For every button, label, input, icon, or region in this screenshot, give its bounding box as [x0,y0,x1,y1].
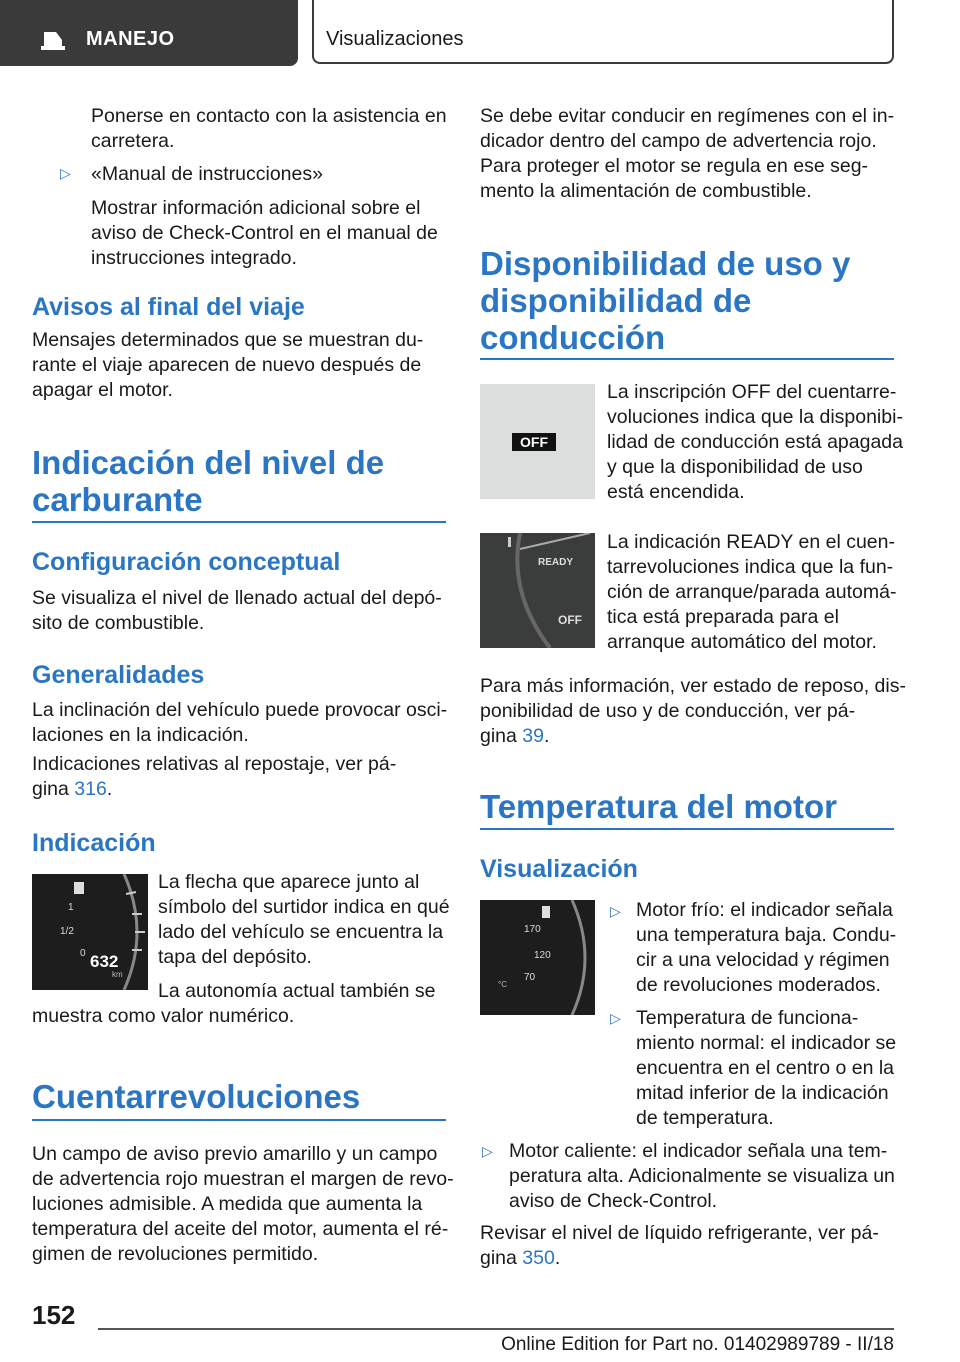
paragraph: gina 316. [32,778,113,800]
heading-generalidades: Generalidades [32,661,205,689]
temp-tick-label: 170 [524,924,541,935]
fuel-gauge-drawing [32,874,148,990]
paragraph: miento normal: el indicador se [636,1032,897,1054]
footer-edition: Online Edition for Part no. 01402989789 - II/18 [501,1334,894,1355]
paragraph: instrucciones integrado. [91,247,297,269]
paragraph: tapa del depósito. [158,946,312,968]
temp-tick-label: 70 [524,972,536,983]
off-indicator-image [480,384,595,499]
ready-gauge-drawing [480,533,595,648]
paragraph: carretera. [91,130,175,152]
page-link-350[interactable]: 350 [522,1247,555,1269]
paragraph: Para proteger el motor se regula en ese seg- [480,155,869,177]
fuel-tick-label: 1/2 [60,926,74,937]
header-chapter-label: Visualizaciones [326,28,464,50]
paragraph: mento la alimentación de combustible. [480,180,812,202]
header-section-label: MANEJO [86,28,175,50]
list-item: Motor frío: el indicador señala [636,899,893,921]
paragraph: gina 39. [480,725,550,747]
heading-nivel-carburante-2: carburante [32,481,203,518]
paragraph: lidad de conducción está apagada [607,431,903,453]
paragraph: de advertencia rojo muestran el margen de revo- [32,1168,454,1190]
paragraph: La autonomía actual también se [158,980,436,1002]
page-link-316[interactable]: 316 [74,778,107,800]
paragraph: tica está preparada para el [607,606,839,628]
paragraph: está encendida. [607,481,745,503]
text: gina [32,778,69,800]
paragraph: laciones en la indicación. [32,724,249,746]
paragraph: ponibilidad de uso y de conducción, ver pá- [480,700,856,722]
footer-rule [98,1328,894,1330]
temp-tick-label: 120 [534,950,551,961]
list-item: Temperatura de funciona- [636,1007,859,1029]
temp-unit: °C [498,980,507,989]
fuel-gauge-image [32,874,148,990]
paragraph: lado del vehículo se encuentra la [158,921,444,943]
paragraph: La inscripción OFF del cuentarre- [607,381,897,403]
text: gina [480,1247,517,1269]
heading-disponibilidad-2: disponibilidad de [480,282,752,319]
off-label: OFF [512,433,556,451]
heading-disponibilidad-3: conducción [480,319,666,356]
paragraph: gimen de revoluciones permitido. [32,1243,319,1265]
heading-cuentarrevoluciones: Cuentarrevoluciones [32,1078,361,1115]
paragraph: aviso de Check-Control en el manual de [91,222,438,244]
paragraph: símbolo del surtidor indica en qué [158,896,450,918]
paragraph: Mensajes determinados que se muestran du- [32,329,424,351]
paragraph: ción de arranque/parada automá- [607,581,897,603]
fuel-range-value: 632 [90,952,119,971]
paragraph: de temperatura. [636,1107,774,1129]
paragraph: Se visualiza el nivel de llenado actual del depó- [32,587,442,609]
list-triangle-icon: ▷ [610,903,621,919]
paragraph: Para más información, ver estado de reposo, dis- [480,675,906,697]
paragraph: tarrevoluciones indica que la fun- [607,556,894,578]
heading-rule [32,521,446,523]
paragraph: una temperatura baja. Condu- [636,924,897,946]
car-icon [38,28,68,54]
header-chapter-tab [312,0,894,64]
fuel-tick-label: 1 [68,902,74,913]
paragraph: encuentra en el centro o en la [636,1057,895,1079]
list-triangle-icon: ▷ [60,165,71,181]
heading-disponibilidad: Disponibilidad de uso y [480,245,851,282]
page-link-39[interactable]: 39 [522,725,544,747]
list-item: Motor caliente: el indicador señala una tem- [509,1140,888,1162]
list-triangle-icon: ▷ [482,1143,493,1159]
header-section-tab [0,0,298,66]
off-label: OFF [558,613,582,627]
heading-indicacion: Indicación [32,829,156,857]
paragraph: aviso de Check-Control. [509,1190,718,1212]
paragraph: Ponerse en contacto con la asistencia en [91,105,447,127]
list-item: «Manual de instrucciones» [91,163,323,185]
ready-label: READY [538,557,574,568]
paragraph: rante el viaje aparecen de nuevo después de [32,354,422,376]
temperature-gauge-image [480,900,595,1015]
fuel-tick-label: 0 [80,948,86,959]
heading-rule [480,828,894,830]
page-number: 152 [32,1300,76,1330]
paragraph: muestra como valor numérico. [32,1005,295,1027]
paragraph: Mostrar información adicional sobre el [91,197,421,219]
paragraph: peratura alta. Adicionalmente se visualiza un [509,1165,895,1187]
heading-avisos: Avisos al final del viaje [32,293,305,321]
paragraph: gina 350. [480,1247,561,1269]
paragraph: sito de combustible. [32,612,205,634]
paragraph: mitad inferior de la indicación [636,1082,889,1104]
list-triangle-icon: ▷ [610,1010,621,1026]
paragraph: arranque automático del motor. [607,631,877,653]
paragraph: Revisar el nivel de líquido refrigerante, ver pá- [480,1222,879,1244]
paragraph: voluciones indica que la disponibi- [607,406,903,428]
heading-rule [480,358,894,360]
paragraph: temperatura del aceite del motor, aumenta el ré- [32,1218,449,1240]
paragraph: La inclinación del vehículo puede provocar osci- [32,699,448,721]
fuel-range-unit: km [112,970,123,979]
paragraph: Un campo de aviso previo amarillo y un campo [32,1143,438,1165]
paragraph: de revoluciones moderados. [636,974,881,996]
heading-nivel-carburante: Indicación del nivel de [32,444,385,481]
paragraph: Indicaciones relativas al repostaje, ver pá- [32,753,397,775]
paragraph: La flecha que aparece junto al [158,871,420,893]
heading-rule [32,1119,446,1121]
heading-temperatura-motor: Temperatura del motor [480,788,837,825]
heading-configuracion: Configuración conceptual [32,548,341,576]
heading-visualizacion: Visualización [480,855,638,883]
paragraph: La indicación READY en el cuen- [607,531,895,553]
paragraph: dicador dentro del campo de advertencia rojo. [480,130,877,152]
paragraph: y que la disponibilidad de uso [607,456,863,478]
paragraph: Se debe evitar conducir en regímenes con el in- [480,105,895,127]
ready-indicator-image [480,533,595,648]
text: gina [480,725,517,747]
paragraph: apagar el motor. [32,379,173,401]
paragraph: luciones admisible. A medida que aumenta la [32,1193,423,1215]
paragraph: cir a una velocidad y régimen [636,949,890,971]
